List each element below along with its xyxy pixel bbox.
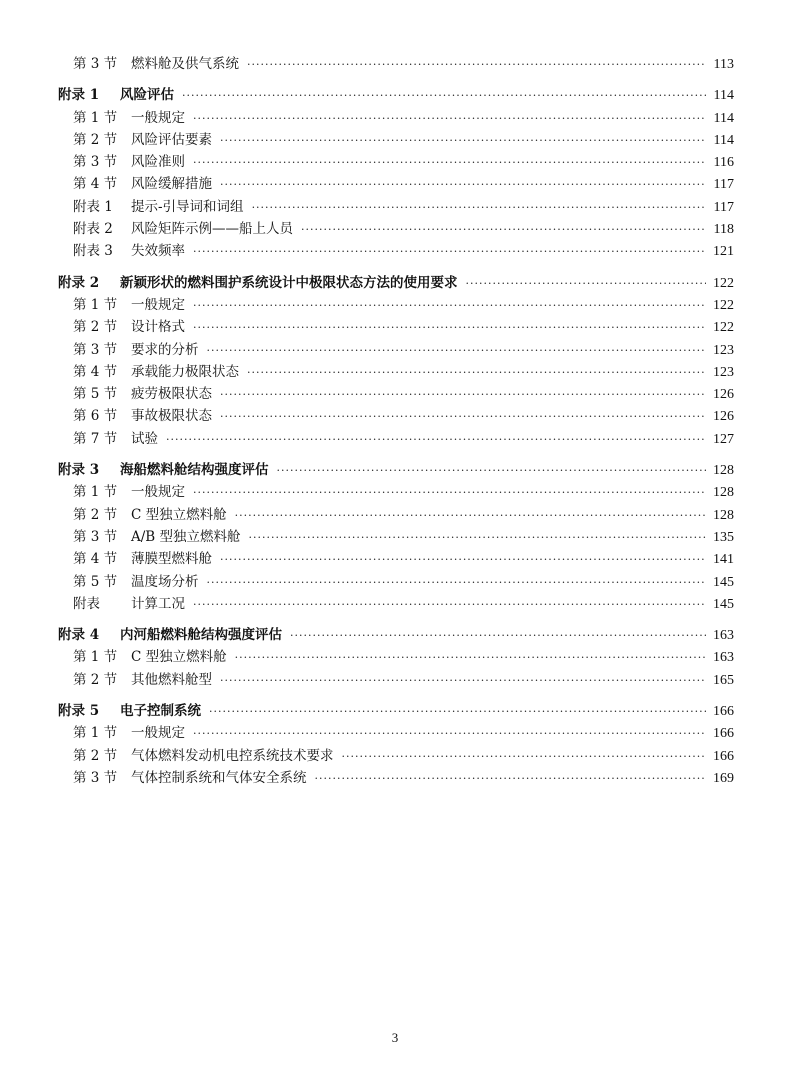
toc-entry-page: 166 xyxy=(713,726,734,742)
toc-entry-label xyxy=(58,84,174,106)
toc-leader-dots xyxy=(182,85,706,107)
toc-leader-dots xyxy=(193,482,706,504)
toc-entry-title: 提示-引导词和词组 xyxy=(131,198,244,215)
toc-appendix-entry[interactable] xyxy=(58,700,734,722)
toc-entry-label xyxy=(73,504,227,526)
toc-leader-dots xyxy=(342,746,707,768)
toc-section-entry[interactable] xyxy=(58,428,734,450)
toc-entry-page: 163 xyxy=(713,650,734,666)
toc-entry-page: 145 xyxy=(713,574,734,590)
toc-entry-label xyxy=(73,405,212,427)
toc-entry-label xyxy=(73,129,212,151)
toc-entry-title: 风险准则 xyxy=(131,154,185,171)
toc-entry-page: 128 xyxy=(713,485,734,501)
toc-section-entry[interactable] xyxy=(58,767,734,789)
toc-entry-title: 风险矩阵示例——船上人员 xyxy=(131,221,293,238)
toc-leader-dots xyxy=(220,174,706,196)
toc-entry-title: C 型独立燃料舱 xyxy=(131,506,227,523)
toc-entry-page: 113 xyxy=(713,57,734,72)
toc-appendix-entry[interactable] xyxy=(58,84,734,106)
toc-leader-dots xyxy=(166,429,706,451)
toc-entry-label xyxy=(73,548,212,570)
toc-entry-title: 事故极限状态 xyxy=(131,408,212,425)
toc-entry-number: 第 3 节 xyxy=(73,769,118,786)
toc-entry-label xyxy=(73,481,185,503)
toc-entry-title: 电子控制系统 xyxy=(120,703,201,720)
toc-leader-dots xyxy=(466,273,707,295)
toc-leader-dots xyxy=(252,197,706,219)
toc-section-entry[interactable] xyxy=(58,722,734,744)
toc-entry-number: 第 2 节 xyxy=(73,319,118,336)
toc-entry-number: 第 1 节 xyxy=(73,296,118,313)
toc-appendix-entry[interactable] xyxy=(58,272,734,294)
toc-section-entry[interactable] xyxy=(58,129,734,151)
toc-entry-number: 附录 1 xyxy=(58,87,100,104)
toc-leader-dots xyxy=(220,549,706,571)
toc-entry-title: 新颖形状的燃料围护系统设计中极限状态方法的使用要求 xyxy=(120,274,458,291)
page-number: 3 xyxy=(391,1030,399,1045)
toc-entry-label xyxy=(73,339,199,361)
toc-entry-label xyxy=(58,624,282,646)
table-of-contents xyxy=(58,53,734,789)
toc-entry-label xyxy=(73,526,241,548)
toc-entry-page: 128 xyxy=(713,463,734,479)
toc-entry-number: 第 1 节 xyxy=(73,109,118,126)
toc-entry-number: 附表 2 xyxy=(73,221,113,238)
toc-entry-title: 一般规定 xyxy=(131,484,185,501)
toc-leader-dots xyxy=(220,406,706,428)
toc-leader-dots xyxy=(193,317,706,339)
toc-entry-page: 123 xyxy=(713,364,734,380)
toc-section-entry[interactable] xyxy=(58,646,734,668)
toc-entry-number: 第 3 节 xyxy=(73,528,118,545)
toc-appendix-entry[interactable] xyxy=(58,624,734,646)
toc-entry-label xyxy=(73,240,185,262)
toc-leader-dots xyxy=(220,130,706,152)
toc-entry-title: A/B 型独立燃料舱 xyxy=(131,528,241,545)
toc-entry-title: 承载能力极限状态 xyxy=(131,363,239,380)
toc-entry-page: 114 xyxy=(713,88,734,104)
toc-entry-page: 169 xyxy=(713,770,734,786)
toc-leader-dots xyxy=(235,647,706,669)
toc-section-entry[interactable] xyxy=(58,593,734,615)
toc-entry-number: 第 4 节 xyxy=(73,363,118,380)
toc-leader-dots xyxy=(249,527,706,549)
toc-entry-number: 第 2 节 xyxy=(73,671,118,688)
toc-entry-label xyxy=(73,383,212,405)
toc-entry-page: 123 xyxy=(713,342,734,358)
toc-entry-title: 风险缓解措施 xyxy=(131,176,212,193)
toc-entry-page: 122 xyxy=(713,297,734,313)
toc-entry-page: 126 xyxy=(713,409,734,425)
toc-entry-label xyxy=(73,53,239,75)
toc-entry-label xyxy=(73,196,244,218)
toc-section-entry[interactable] xyxy=(58,218,734,240)
toc-leader-dots xyxy=(193,241,706,263)
toc-leader-dots xyxy=(277,460,707,482)
toc-section-entry[interactable] xyxy=(58,504,734,526)
toc-entry-label xyxy=(58,272,458,294)
toc-entry-title: 一般规定 xyxy=(131,296,185,313)
toc-entry-label xyxy=(73,151,185,173)
toc-entry-label xyxy=(58,700,201,722)
toc-entry-number: 第 6 节 xyxy=(73,408,118,425)
toc-entry-number: 第 1 节 xyxy=(73,649,118,666)
toc-entry-label xyxy=(73,593,185,615)
toc-entry-title: 气体控制系统和气体安全系统 xyxy=(131,769,307,786)
toc-entry-title: 设计格式 xyxy=(131,319,185,336)
toc-entry-page: 135 xyxy=(713,529,734,545)
toc-leader-dots xyxy=(193,723,706,745)
toc-entry-title: 疲劳极限状态 xyxy=(131,386,212,403)
toc-entry-number: 第 7 节 xyxy=(73,430,118,447)
toc-section-entry[interactable] xyxy=(58,107,734,129)
toc-entry-page: 166 xyxy=(713,704,734,720)
toc-entry-title: 内河船燃料舱结构强度评估 xyxy=(120,627,282,644)
toc-entry-number: 附录 5 xyxy=(58,703,100,720)
toc-entry-number: 第 3 节 xyxy=(73,154,118,171)
toc-section-entry[interactable] xyxy=(58,151,734,173)
toc-leader-dots xyxy=(193,594,706,616)
toc-entry-page: 122 xyxy=(713,320,734,336)
toc-leader-dots xyxy=(301,219,706,241)
toc-entry-number: 附录 4 xyxy=(58,627,100,644)
toc-entry-label xyxy=(73,294,185,316)
toc-entry-title: 海船燃料舱结构强度评估 xyxy=(120,462,269,479)
toc-entry-title: 失效频率 xyxy=(131,243,185,260)
toc-section-entry[interactable] xyxy=(58,745,734,767)
toc-entry-label xyxy=(73,428,158,450)
toc-entry-number: 附录 2 xyxy=(58,274,100,291)
toc-section-entry[interactable] xyxy=(58,361,734,383)
toc-section-entry[interactable] xyxy=(58,548,734,570)
toc-entry-title: 要求的分析 xyxy=(131,341,199,358)
toc-entry-number: 附录 3 xyxy=(58,462,100,479)
toc-entry-page: 121 xyxy=(713,244,734,260)
toc-entry-number: 第 4 节 xyxy=(73,176,118,193)
toc-entry-title: 一般规定 xyxy=(131,109,185,126)
toc-entry-title: C 型独立燃料舱 xyxy=(131,649,227,666)
toc-leader-dots xyxy=(247,54,706,76)
toc-entry-page: 114 xyxy=(713,132,734,148)
toc-leader-dots xyxy=(235,505,706,527)
toc-entry-number: 第 2 节 xyxy=(73,506,118,523)
toc-entry-number: 附表 xyxy=(73,595,100,612)
toc-section-entry[interactable] xyxy=(58,53,734,75)
toc-entry-number: 第 3 节 xyxy=(73,341,118,358)
toc-leader-dots xyxy=(220,384,706,406)
toc-entry-number: 第 1 节 xyxy=(73,725,118,742)
toc-entry-label xyxy=(73,767,307,789)
toc-section-entry[interactable] xyxy=(58,339,734,361)
toc-leader-dots xyxy=(193,152,706,174)
toc-section-entry[interactable] xyxy=(58,196,734,218)
toc-entry-page: 114 xyxy=(713,110,734,126)
toc-section-entry[interactable] xyxy=(58,316,734,338)
toc-entry-title: 风险评估要素 xyxy=(131,131,212,148)
toc-entry-number: 附表 3 xyxy=(73,243,113,260)
toc-entry-number: 第 3 节 xyxy=(73,56,118,72)
toc-section-entry[interactable] xyxy=(58,526,734,548)
toc-leader-dots xyxy=(193,295,706,317)
toc-entry-label xyxy=(73,316,185,338)
toc-entry-number: 第 5 节 xyxy=(73,573,118,590)
toc-entry-title: 其他燃料舱型 xyxy=(131,671,212,688)
toc-entry-label xyxy=(58,459,269,481)
toc-entry-title: 薄膜型燃料舱 xyxy=(131,551,212,568)
toc-entry-label xyxy=(73,107,185,129)
toc-leader-dots xyxy=(209,701,706,723)
toc-entry-page: 128 xyxy=(713,507,734,523)
toc-leader-dots xyxy=(207,340,707,362)
toc-entry-title: 温度场分析 xyxy=(131,573,199,590)
toc-entry-page: 166 xyxy=(713,748,734,764)
toc-entry-title: 燃料舱及供气系统 xyxy=(131,56,239,72)
toc-entry-title: 一般规定 xyxy=(131,725,185,742)
toc-entry-page: 165 xyxy=(713,672,734,688)
toc-leader-dots xyxy=(193,108,706,130)
toc-entry-number: 第 5 节 xyxy=(73,386,118,403)
toc-entry-page: 141 xyxy=(713,552,734,568)
toc-entry-page: 118 xyxy=(713,222,734,238)
toc-entry-label xyxy=(73,646,227,668)
toc-entry-label xyxy=(73,669,212,691)
toc-entry-page: 117 xyxy=(713,177,734,193)
toc-entry-number: 第 1 节 xyxy=(73,484,118,501)
toc-entry-page: 117 xyxy=(713,199,734,215)
toc-entry-title: 试验 xyxy=(131,430,158,447)
toc-section-entry[interactable] xyxy=(58,405,734,427)
toc-section-entry[interactable] xyxy=(58,294,734,316)
toc-entry-label xyxy=(73,218,293,240)
toc-section-entry[interactable] xyxy=(58,669,734,691)
toc-entry-title: 风险评估 xyxy=(120,87,174,104)
toc-section-entry[interactable] xyxy=(58,571,734,593)
toc-leader-dots xyxy=(220,670,706,692)
toc-entry-number: 第 2 节 xyxy=(73,747,118,764)
toc-entry-page: 122 xyxy=(713,275,734,291)
toc-section-entry[interactable] xyxy=(58,383,734,405)
toc-entry-page: 127 xyxy=(713,431,734,447)
toc-leader-dots xyxy=(290,625,706,647)
toc-entry-label xyxy=(73,745,334,767)
toc-entry-title: 气体燃料发动机电控系统技术要求 xyxy=(131,747,334,764)
toc-leader-dots xyxy=(315,768,707,790)
toc-entry-page: 163 xyxy=(713,628,734,644)
toc-entry-number: 第 4 节 xyxy=(73,551,118,568)
toc-entry-label xyxy=(73,571,199,593)
toc-entry-label xyxy=(73,722,185,744)
toc-section-entry[interactable] xyxy=(58,481,734,503)
toc-section-entry[interactable] xyxy=(58,240,734,262)
toc-entry-page: 116 xyxy=(713,155,734,171)
toc-entry-number: 附表 1 xyxy=(73,198,113,215)
toc-entry-page: 145 xyxy=(713,596,734,612)
toc-entry-number: 第 2 节 xyxy=(73,131,118,148)
toc-entry-title: 计算工况 xyxy=(131,595,185,612)
toc-leader-dots xyxy=(207,572,707,594)
toc-entry-label xyxy=(73,361,239,383)
toc-entry-page: 126 xyxy=(713,387,734,403)
toc-leader-dots xyxy=(247,362,706,384)
toc-section-entry[interactable] xyxy=(58,173,734,195)
toc-appendix-entry[interactable] xyxy=(58,459,734,481)
toc-entry-label xyxy=(73,173,212,195)
